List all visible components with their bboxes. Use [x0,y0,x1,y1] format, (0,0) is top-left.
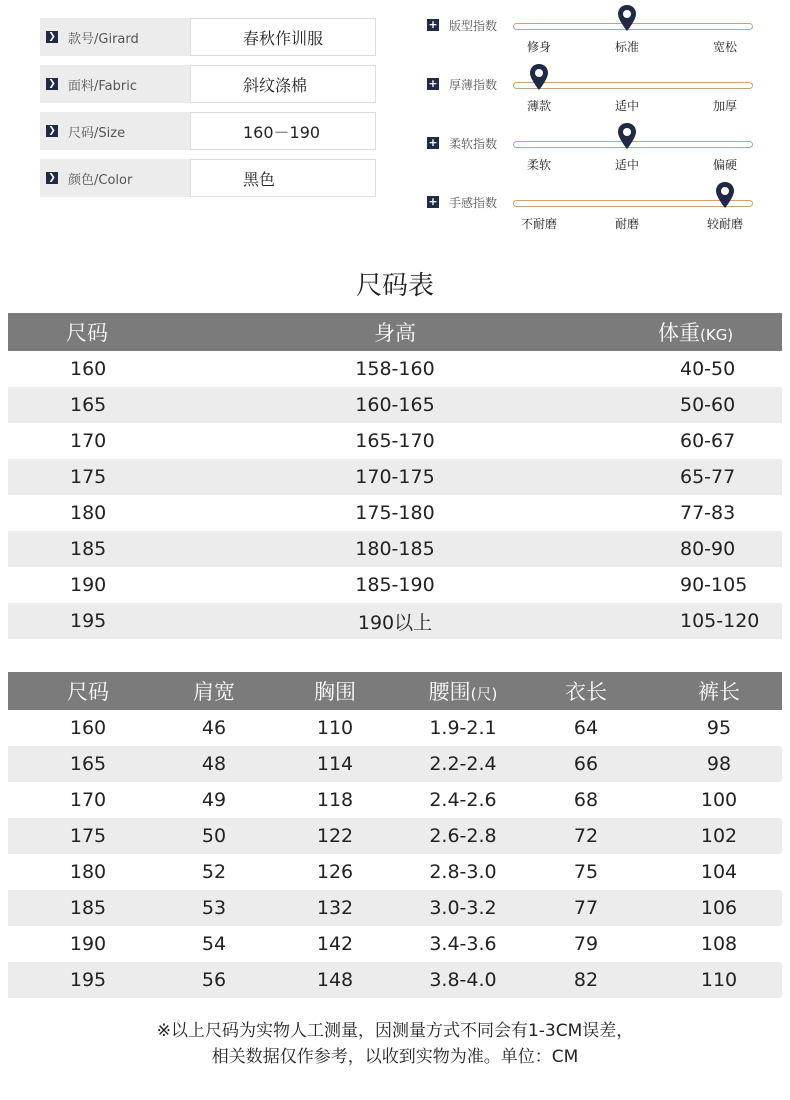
index-tick-label: 偏硬 [712,158,738,172]
location-pin-icon [617,4,637,32]
column-header: 尺码 [8,672,168,710]
table-cell: 3.0-3.2 [410,890,516,926]
table-cell: 77-83 [680,502,736,524]
location-pin-icon [529,63,549,91]
table-cell: 54 [201,933,227,955]
table-cell: 110 [316,717,354,739]
table-cell: 160 [69,717,107,739]
index-track [513,82,753,89]
index-ticks [517,38,757,56]
column-header [410,672,516,710]
attr-value: 160－190 [190,112,376,150]
index-label: 手感指数 [449,196,498,210]
table-row [8,854,782,890]
index-row [425,67,765,126]
table-header-row [8,672,782,710]
table-cell: 175 [8,459,168,495]
page-title: 尺码表 [355,271,434,301]
table-cell: 80-90 [622,531,782,567]
table-cell: 142 [316,933,354,955]
table-cell: 53 [168,890,260,926]
table-cell: 82 [516,962,656,998]
index-ticks [517,156,757,174]
index-row [425,8,765,67]
column-header: 肩宽 [168,672,260,710]
table-cell: 105-120 [622,603,782,639]
table-row [8,387,782,423]
attr-value: 黑色 [190,159,376,197]
table-cell: 110 [656,962,782,998]
column-header: 尺码 [8,313,168,351]
footnote-line: ※以上尺码为实物人工测量，因测量方式不同会有1-3CM误差， [156,1021,634,1041]
table-cell: 190 [70,574,107,596]
table-row [8,710,782,746]
table-cell: 175-180 [355,502,435,524]
table-cell: 106 [656,890,782,926]
plus-icon: + [428,195,438,208]
index-tick-label: 修身 [526,40,552,54]
table-cell: 52 [201,861,227,883]
table-cell: 132 [260,890,410,926]
table-cell: 1.9-2.1 [429,717,497,739]
table-row [8,746,782,782]
index-tick-label: 较耐磨 [706,217,744,231]
table-cell: 50 [168,818,260,854]
size-table-height-weight [8,313,782,639]
table-cell: 2.4-2.6 [429,789,497,811]
table-cell: 180-185 [168,531,622,567]
column-header: 胸围 [260,672,410,710]
table-cell: 95 [706,717,732,739]
table-cell: 102 [656,818,782,854]
attr-key-label: 款号/Girard [68,31,139,47]
table-cell: 108 [700,933,738,955]
index-ticks [517,97,757,115]
table-cell: 190以上 [168,603,622,639]
table-row [8,962,782,998]
attr-key [40,65,190,103]
plus-icon: + [428,136,438,149]
table-cell: 180 [70,502,107,524]
chevron-right-icon: ❯ [46,172,58,184]
table-cell: 114 [260,746,410,782]
table-row [8,818,782,854]
table-cell: 49 [201,789,227,811]
table-cell: 75 [573,861,599,883]
footnote [0,1018,790,1070]
column-header [622,313,782,351]
attr-key-label: 颜色/Color [68,172,133,188]
table-cell: 185 [8,890,168,926]
attr-key-label: 面料/Fabric [68,78,137,94]
attr-key-label: 尺码/Size [68,125,126,141]
table-cell: 170 [69,789,107,811]
index-label: 柔软指数 [449,137,498,151]
index-tick-label: 适中 [614,158,640,172]
table-cell: 104 [700,861,738,883]
chevron-right-icon: ❯ [46,78,58,90]
table-cell: 46 [201,717,227,739]
table-cell: 65-77 [622,459,782,495]
table-cell: 3.8-4.0 [410,962,516,998]
footnote-line: 相关数据仅作参考，以收到实物为准。单位：CM [211,1047,579,1067]
table-cell: 180 [69,861,107,883]
table-cell: 170-175 [168,459,622,495]
location-pin-icon [715,181,735,209]
attr-value: 斜纹涤棉 [190,65,376,103]
table-cell: 60-67 [680,430,736,452]
attr-row-color [40,159,376,197]
table-row [8,531,782,567]
table-cell: 160-165 [168,387,622,423]
table-row [8,603,782,639]
index-tick-label: 标准 [614,40,640,54]
index-tick-label: 加厚 [712,99,738,113]
attr-key [40,18,190,56]
table-row [8,459,782,495]
table-cell: 40-50 [680,358,736,380]
attr-row-size [40,112,376,150]
table-cell: 195 [8,962,168,998]
column-header: 身高 [168,313,622,351]
table-cell: 165 [8,746,168,782]
table-cell: 126 [316,861,354,883]
attr-row-fabric [40,65,376,103]
table-cell: 90-105 [680,574,748,596]
index-tick-label: 柔软 [526,158,552,172]
table-cell: 158-160 [355,358,435,380]
table-cell: 66 [516,746,656,782]
index-row [425,126,765,185]
index-tick-label: 耐磨 [614,217,640,231]
location-pin-icon [617,122,637,150]
table-row [8,890,782,926]
column-header-label: 体重 [658,321,700,345]
table-cell: 195 [8,603,168,639]
table-cell: 77 [516,890,656,926]
table-cell: 165 [8,387,168,423]
table-cell: 72 [516,818,656,854]
table-cell: 118 [316,789,354,811]
table-cell: 185-190 [355,574,435,596]
attr-value: 春秋作训服 [190,18,376,56]
plus-icon: + [428,18,438,31]
column-header: 衣长 [516,672,656,710]
table-row [8,782,782,818]
chevron-right-icon: ❯ [46,31,58,43]
index-label: 厚薄指数 [449,78,498,92]
table-cell: 3.4-3.6 [429,933,497,955]
table-row [8,351,782,387]
table-cell: 64 [573,717,599,739]
table-cell: 160 [70,358,107,380]
index-row [425,185,765,244]
table-cell: 2.2-2.4 [410,746,516,782]
table-cell: 100 [700,789,738,811]
table-cell: 48 [168,746,260,782]
column-header: 裤长 [656,672,782,710]
table-header-row [8,313,782,351]
index-tick-label: 薄款 [526,99,552,113]
index-label: 版型指数 [449,19,498,33]
table-cell: 56 [168,962,260,998]
column-header-unit: (KG) [700,326,734,344]
column-header-label: 腰围 [428,680,471,704]
product-attributes [40,18,376,206]
table-cell: 122 [260,818,410,854]
table-cell: 98 [656,746,782,782]
index-tick-label: 不耐磨 [520,217,558,231]
size-table-measurements [8,672,782,998]
chevron-right-icon: ❯ [46,125,58,137]
column-header-unit: (尺) [470,685,498,703]
index-ticks [517,215,757,233]
table-cell: 165-170 [355,430,435,452]
index-tick-label: 宽松 [712,40,738,54]
table-cell: 68 [573,789,599,811]
table-cell: 170 [70,430,107,452]
table-row [8,495,782,531]
table-row [8,926,782,962]
attr-key [40,112,190,150]
table-row [8,567,782,603]
table-cell: 148 [260,962,410,998]
table-cell: 79 [573,933,599,955]
table-row [8,423,782,459]
plus-icon: + [428,77,438,90]
attr-row-model [40,18,376,56]
table-cell: 185 [8,531,168,567]
table-cell: 50-60 [622,387,782,423]
table-cell: 190 [69,933,107,955]
attr-key [40,159,190,197]
table-cell: 2.8-3.0 [429,861,497,883]
table-cell: 175 [8,818,168,854]
index-tick-label: 适中 [614,99,640,113]
table-cell: 2.6-2.8 [410,818,516,854]
fabric-indices [425,8,765,244]
